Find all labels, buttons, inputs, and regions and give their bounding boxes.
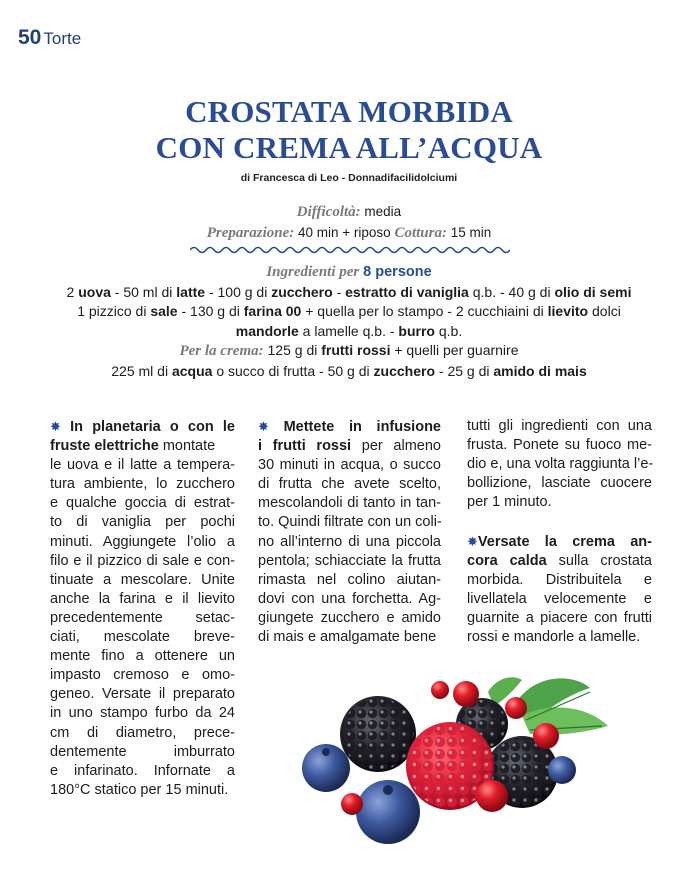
cook-value: 15 min	[450, 225, 492, 240]
berries-image	[290, 664, 620, 864]
time-line	[0, 225, 698, 242]
prep-value: 40 min + riposo	[298, 225, 391, 240]
author-credit: di Francesca di Leo - Donnadifacilidolciumi	[240, 172, 458, 184]
cream-label: Per la crema:	[179, 343, 264, 359]
title-line-1: CROSTATA MORBIDA	[185, 94, 513, 129]
asterisk-icon: ✸	[258, 419, 269, 434]
ingredients-heading	[0, 262, 698, 283]
prep-label: Preparazione:	[206, 225, 295, 241]
difficulty-line	[0, 204, 698, 221]
cream-line-2: 225 ml di acqua o succo di frutta - 50 g di zucchero - 25 g di amido di mais	[111, 362, 587, 379]
method-column-2: ✸ Mettete in infusione i frutti rossi per almeno 30 minuti in acqua, o succo di frutta che avete scelto, mescolandoli di tanto in tan- to. Quindi filtrate con un coli- no all’interno di una piccola pentola; schiacciate la frutta rimasta nel colino aiutan- dovi con una forchetta. Ag- giungete zucchero e amido di mais e amalgamate bene	[258, 419, 442, 646]
difficulty-value: media	[364, 204, 402, 219]
cream-heading-line: Per la crema: 125 g di frutti rossi + quelli per guarnire	[179, 342, 519, 359]
ingredients-block	[0, 262, 698, 381]
title-line-2: CON CREMA ALL’ACQUA	[155, 130, 543, 165]
method-column-3: tutti gli ingredienti con una frusta. Ponete su fuoco me- dio e, una volta raggiunta l’e- bollizione, lasciate cuocere per 1 minuto. ✸Versate la crema an- cora calda sulla crostata morbida. Distribuitela e livellatela velocemente e guarnite a piacere con frutti rossi e mandorle a lamelle.	[467, 418, 654, 646]
cook-label: Cottura:	[394, 225, 447, 241]
ingredients-line-1: 2 uova - 50 ml di latte - 100 g di zucchero - estratto di vaniglia q.b. - 40 g di olio di semi	[66, 283, 632, 300]
recipe-title	[0, 94, 698, 166]
ingredients-line-3: mandorle a lamelle q.b. - burro q.b.	[235, 322, 463, 339]
method-column-1: ✸ In planetaria o con le fruste elettriche montate le uova e il latte a tempera- tura ambiente, lo zucchero e qualche goccia di estrat- to di vaniglia per pochi minuti. Aggiungete l’olio a filo e il pizzico di sale e con- tinuate a mescolare. Unite anche la farina e il lievito precedentemente setac- ciati, mescolate breve- mente fino a ottenere un impasto cremoso e omo- geneo. Versate il preparato in uno stampo furbo da 24 cm di diametro, prece- dentemente imburrato e infarinato. Infornate a 180°C statico per 15 minuti.	[50, 419, 236, 798]
difficulty-label: Difficoltà:	[296, 204, 361, 220]
page-header	[18, 26, 81, 50]
page-number: 50	[18, 26, 42, 49]
wave-divider	[190, 244, 510, 256]
servings: 8 persone	[363, 264, 432, 280]
ingredients-label: Ingredienti per	[266, 264, 360, 280]
ingredients-line-2: 1 pizzico di sale - 130 g di farina 00 + quella per lo stampo - 2 cucchiaini di lievito dolci	[77, 303, 621, 319]
asterisk-icon: ✸	[467, 533, 478, 549]
section-name: Torte	[43, 29, 82, 48]
asterisk-icon: ✸	[50, 419, 61, 434]
